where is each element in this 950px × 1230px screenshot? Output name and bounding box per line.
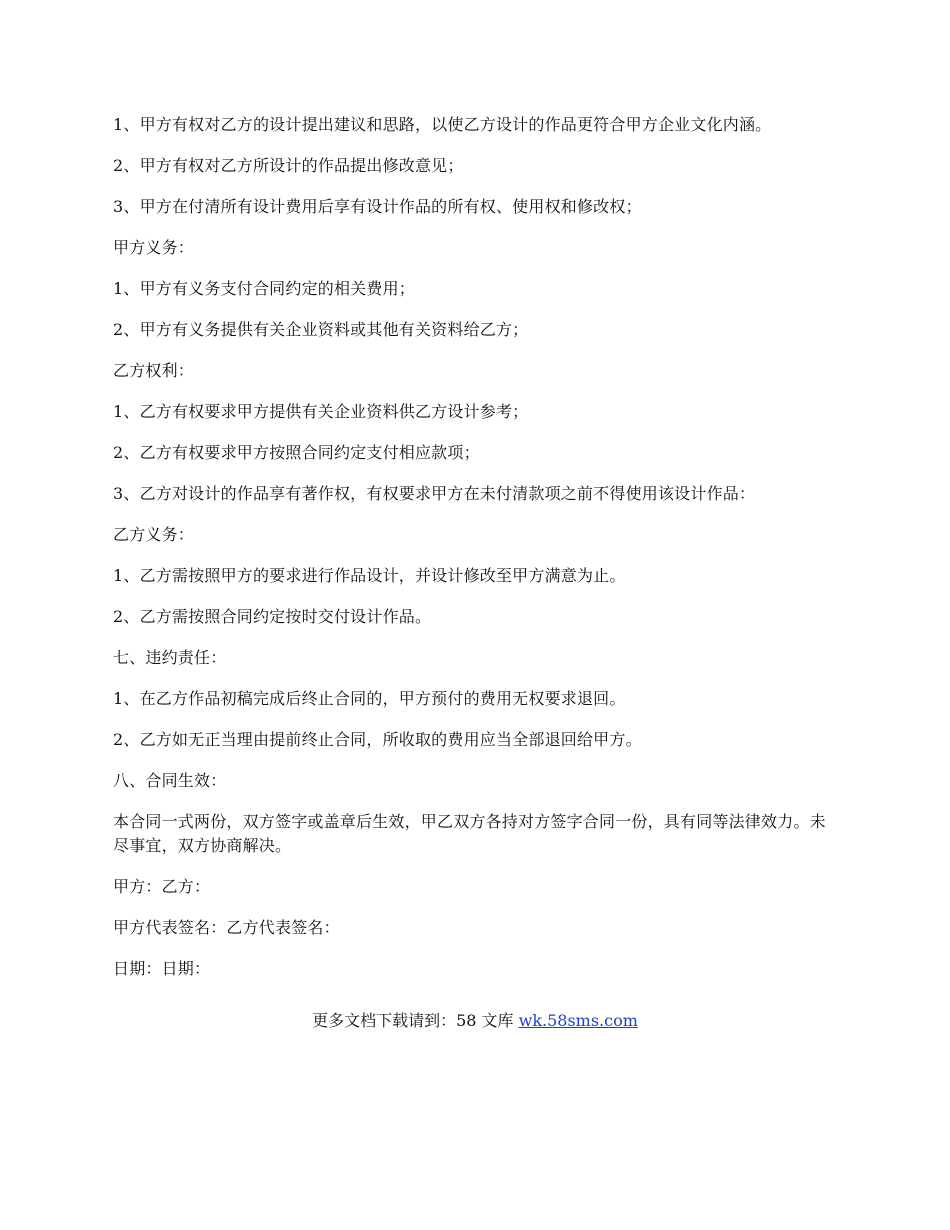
paragraph: 1、甲方有义务支付合同约定的相关费用； [113,279,415,298]
paragraph: 2、乙方需按照合同约定按时交付设计作品。 [113,607,432,626]
signature-line-parties: 甲方：乙方： [113,877,211,896]
paragraph: 2、乙方如无正当理由提前终止合同，所收取的费用应当全部退回给甲方。 [113,730,642,749]
paragraph: 本合同一式两份，双方签字或盖章后生效，甲乙双方各持对方签字合同一份，具有同等法律效力。未尽事宜，双方协商解决。 [113,812,826,855]
section-heading: 乙方权利： [113,361,195,380]
signature-line-representatives: 甲方代表签名：乙方代表签名： [113,918,340,937]
paragraph: 2、甲方有权对乙方所设计的作品提出修改意见； [113,156,464,175]
paragraph: 3、乙方对设计的作品享有著作权，有权要求甲方在未付清款项之前不得使用该设计作品： [113,484,756,503]
section-heading: 七、违约责任： [113,648,227,667]
footer-link[interactable]: wk.58sms.com [518,1011,638,1030]
paragraph: 1、乙方有权要求甲方提供有关企业资料供乙方设计参考； [113,402,529,421]
signature-line-dates: 日期：日期： [113,959,211,978]
paragraph: 3、甲方在付清所有设计费用后享有设计作品的所有权、使用权和修改权； [113,197,642,216]
paragraph: 1、乙方需按照甲方的要求进行作品设计，并设计修改至甲方满意为止。 [113,566,626,585]
section-heading: 甲方义务： [113,238,195,257]
paragraph: 1、甲方有权对乙方的设计提出建议和思路，以使乙方设计的作品更符合甲方企业文化内涵。 [113,115,772,134]
footer-text: 更多文档下载请到：58 文库 [312,1011,519,1030]
paragraph: 2、乙方有权要求甲方按照合同约定支付相应款项； [113,443,480,462]
paragraph: 1、在乙方作品初稿完成后终止合同的，甲方预付的费用无权要求退回。 [113,689,626,708]
document-body [113,113,838,998]
section-heading: 乙方义务： [113,525,195,544]
section-heading: 八、合同生效： [113,771,227,790]
paragraph: 2、甲方有义务提供有关企业资料或其他有关资料给乙方； [113,320,529,339]
page-footer [0,1009,950,1033]
